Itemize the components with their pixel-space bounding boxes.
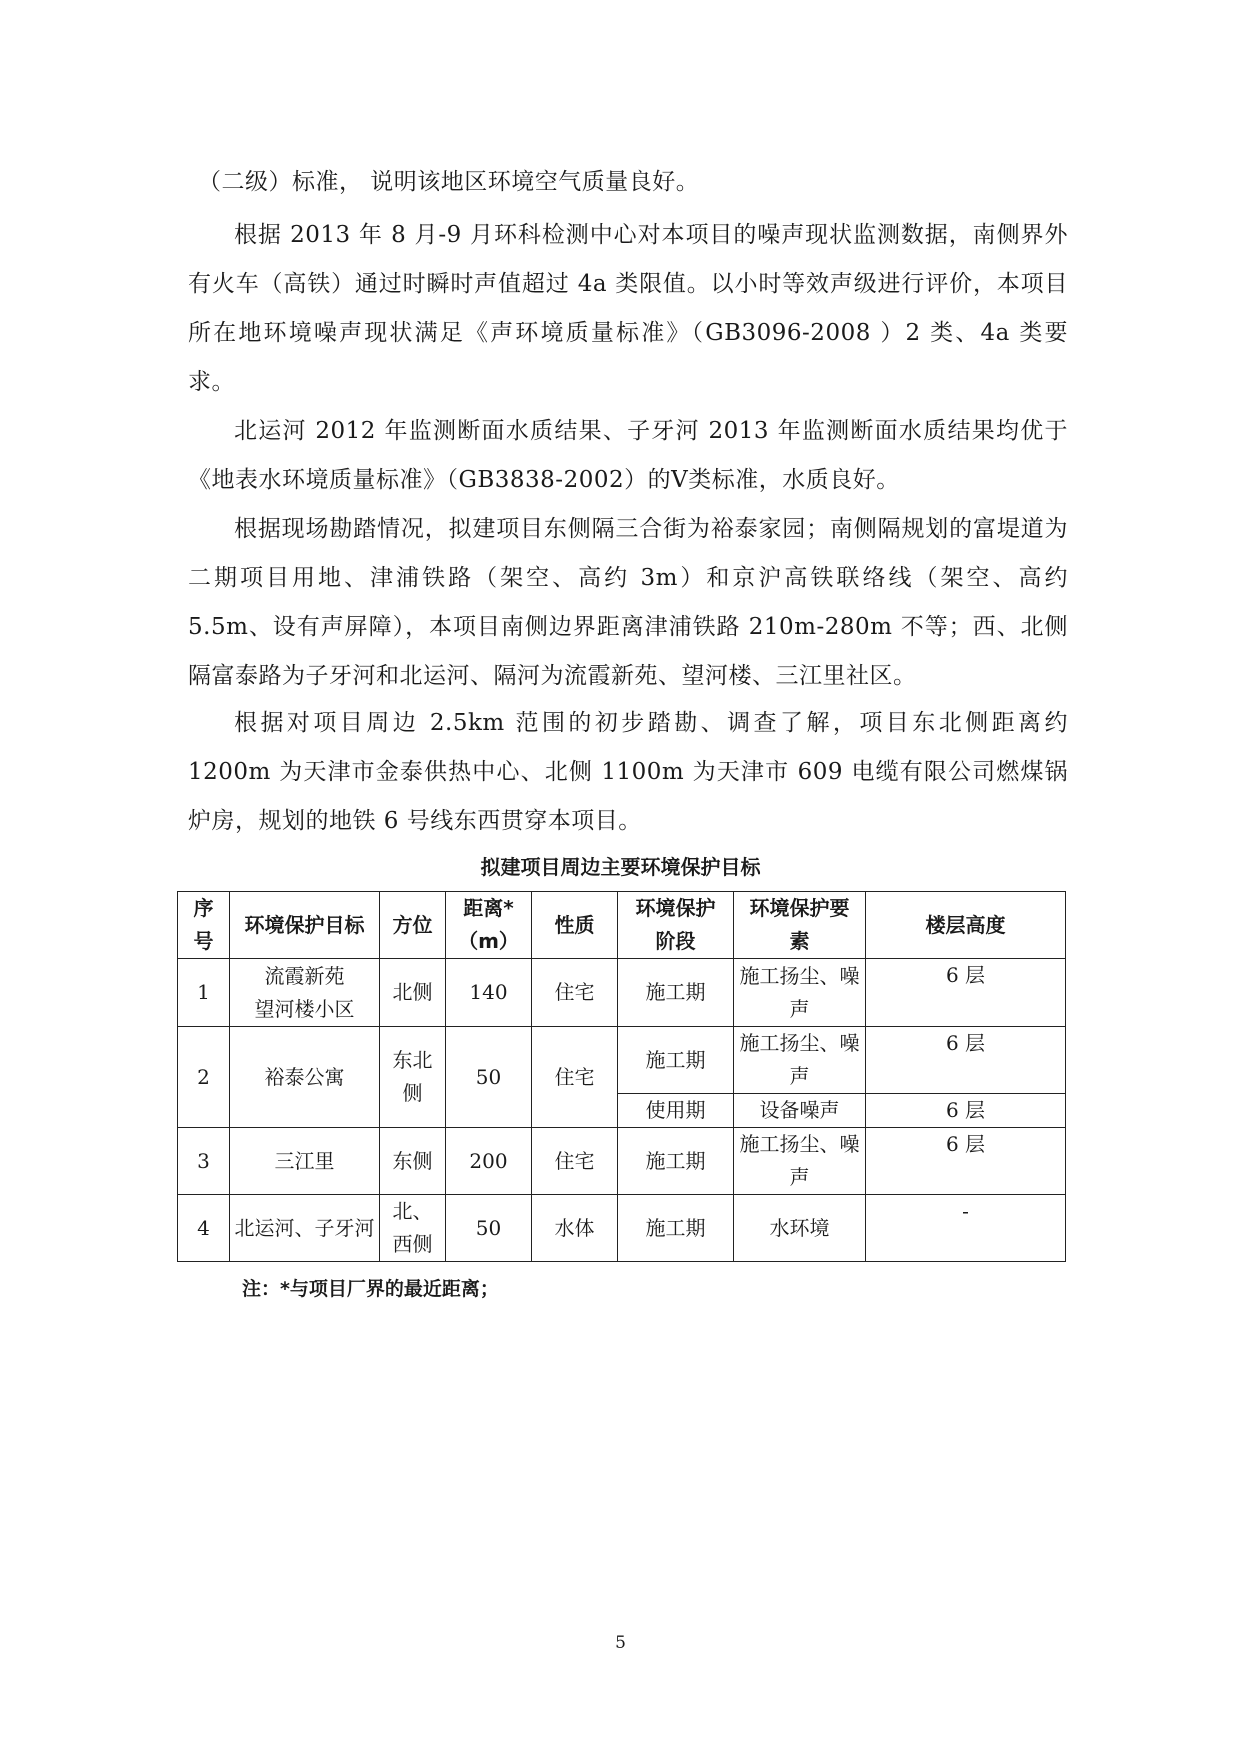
paragraph-water-quality: 北运河 2012 年监测断面水质结果、子牙河 2013 年监测断面水质结果均优于《地表水环境质量标准》（GB3838-2002）的Ⅴ类标准，水质良好。 <box>188 418 1068 493</box>
cell-stage: 施工期 <box>618 1027 734 1094</box>
cell-target: 三江里 <box>230 1128 380 1195</box>
cell-nature: 水体 <box>532 1195 618 1262</box>
table-row <box>178 959 1066 1027</box>
paragraph-surroundings: 根据现场勘踏情况，拟建项目东侧隔三合街为裕泰家园；南侧隔规划的富堤道为二期项目用地、津浦铁路（架空、高约 3m）和京沪高铁联络线（架空、高约 5.5m、设有声屏障），本项目南侧边界距离津浦铁路 210m-280m 不等；西、北侧隔富泰路为子牙河和北运河、隔河为流霞新苑、望河楼、三江里社区。 <box>188 516 1076 689</box>
cell-direction: 北侧 <box>380 959 446 1027</box>
cell-element: 施工扬尘、噪 声 <box>734 1027 866 1094</box>
header-element: 环境保护要 素 <box>734 892 866 959</box>
table-row <box>178 1027 1066 1094</box>
cell-floors: 6 层 <box>866 959 1066 1027</box>
table-header-row <box>178 892 1066 959</box>
header-floors: 楼层高度 <box>866 892 1066 959</box>
env-protection-table <box>177 891 1066 1262</box>
cell-floors: - <box>866 1195 1066 1262</box>
cell-seq: 4 <box>178 1195 230 1262</box>
paragraph-noise-status: 根据 2013 年 8 月-9 月环科检测中心对本项目的噪声现状监测数据，南侧界外有火车（高铁）通过时瞬时声值超过 4a 类限值。以小时等效声级进行评价，本项目所在地环境噪声现状满足《声环境质量标准》（GB3096-2008 ）2 类、4a 类要求。 <box>188 222 1068 395</box>
cell-stage: 施工期 <box>618 959 734 1027</box>
cell-stage: 施工期 <box>618 1195 734 1262</box>
cell-element: 设备噪声 <box>734 1094 866 1128</box>
cell-target: 裕泰公寓 <box>230 1027 380 1128</box>
cell-distance: 50 <box>446 1195 532 1262</box>
cell-distance: 200 <box>446 1128 532 1195</box>
cell-target: 北运河、子牙河 <box>230 1195 380 1262</box>
cell-direction: 北、 西侧 <box>380 1195 446 1262</box>
paragraph-survey: 根据对项目周边 2.5km 范围的初步踏勘、调查了解，项目东北侧距离约 1200m 为天津市金泰供热中心、北侧 1100m 为天津市 609 电缆有限公司燃煤锅炉房，规划的地铁 6 号线东西贯穿本项目。 <box>188 710 1076 834</box>
header-distance: 距离* （m） <box>446 892 532 959</box>
header-nature: 性质 <box>532 892 618 959</box>
page-number: 5 <box>615 1633 626 1653</box>
cell-element: 水环境 <box>734 1195 866 1262</box>
table-row <box>178 1195 1066 1262</box>
cell-nature: 住宅 <box>532 1128 618 1195</box>
cell-element: 施工扬尘、噪 声 <box>734 959 866 1027</box>
cell-nature: 住宅 <box>532 959 618 1027</box>
header-seq: 序 号 <box>178 892 230 959</box>
cell-nature: 住宅 <box>532 1027 618 1128</box>
header-target: 环境保护目标 <box>230 892 380 959</box>
cell-direction: 东北 侧 <box>380 1027 446 1128</box>
paragraph-air-quality: （二级）标准， 说明该地区环境空气质量良好。 <box>198 169 700 195</box>
table-title: 拟建项目周边主要环境保护目标 <box>480 855 761 879</box>
cell-element: 施工扬尘、噪 声 <box>734 1128 866 1195</box>
header-direction: 方位 <box>380 892 446 959</box>
cell-seq: 3 <box>178 1128 230 1195</box>
cell-floors: 6 层 <box>866 1128 1066 1195</box>
cell-distance: 50 <box>446 1027 532 1128</box>
header-stage: 环境保护 阶段 <box>618 892 734 959</box>
cell-floors: 6 层 <box>866 1027 1066 1094</box>
cell-seq: 2 <box>178 1027 230 1128</box>
cell-seq: 1 <box>178 959 230 1027</box>
cell-direction: 东侧 <box>380 1128 446 1195</box>
cell-stage: 施工期 <box>618 1128 734 1195</box>
cell-floors: 6 层 <box>866 1094 1066 1128</box>
table-row <box>178 1128 1066 1195</box>
cell-distance: 140 <box>446 959 532 1027</box>
table-note: 注：*与项目厂界的最近距离； <box>242 1278 499 1300</box>
cell-target: 流霞新苑 望河楼小区 <box>230 959 380 1027</box>
cell-stage: 使用期 <box>618 1094 734 1128</box>
